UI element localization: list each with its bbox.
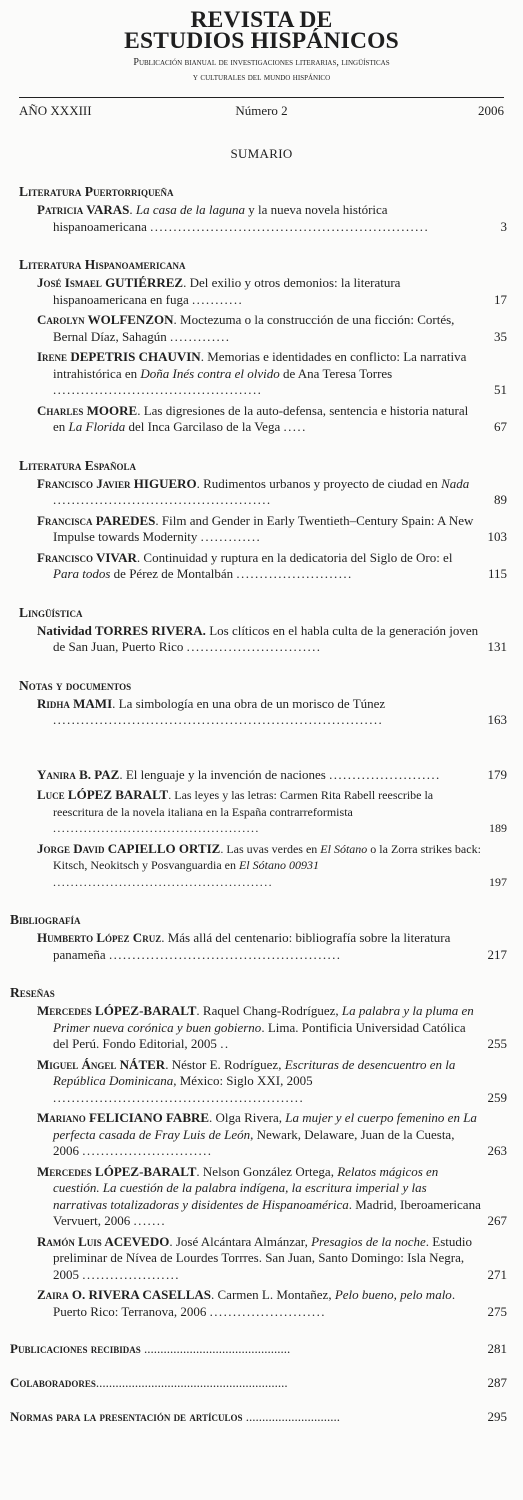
page-number: 267: [487, 1213, 507, 1228]
section-title: Notas y documentos: [19, 677, 132, 693]
entry-title: . Rudimentos urbanos y proyecto de ciudad en: [196, 475, 442, 491]
entry-title: y la nueva novela histórica hispanoamericana: [53, 202, 388, 234]
entry-title: . José Alcántara Almánzar,: [169, 1233, 312, 1249]
page-number: 259: [487, 1089, 507, 1105]
section-title: Bibliografía: [10, 912, 81, 927]
sumario-heading: SUMARIO: [230, 146, 293, 161]
entry-title: . Film and Gender in Early Twentieth–Century Spain: A New Impulse towards Modernity: [53, 512, 474, 544]
page-number: 115: [487, 566, 507, 581]
toc-entry: Charles MOORE. Las digresiones de la auto-defensa, sentencia e historia natural en La Florida del Inca Garcilaso de la Vega ..... 67: [37, 402, 507, 434]
journal-subtitle-line2: y culturales del mundo hispánico: [192, 72, 331, 83]
entry-title: . Carmen L. Montañez,: [211, 1287, 335, 1302]
author: Jorge David CAPIELLO ORTIZ: [37, 840, 221, 856]
entry-title-italic: Relatos mágicos en cuestión. La cuestión de la palabra indígena, la escritura imperial y las narrativas totalizadoras y disidentes de Hispanoamérica: [53, 1163, 439, 1212]
author: Mercedes LÓPEZ-BARALT: [37, 1003, 197, 1018]
entry-title: . Lima. Pontificia Universidad Católica del Perú. Fondo Editorial, 2005: [53, 1019, 466, 1051]
page-number: 103: [487, 529, 507, 544]
page-number: 295: [487, 1409, 507, 1424]
toc-entry: Patricia VARAS. La casa de la laguna y la nueva novela histórica hispanoamericana ............................................................ 3: [37, 202, 507, 234]
author: Francisco VIVAR: [37, 549, 137, 565]
entry-title: . Olga Rivera,: [209, 1110, 286, 1125]
entry-title: , México: Siglo XXI, 2005: [173, 1073, 313, 1088]
entry-title-italic: Para todos: [53, 566, 111, 581]
entry-title: . Néstor E. Rodríguez,: [165, 1056, 285, 1072]
section-title: Literatura Española: [19, 457, 137, 473]
author: José Ismael GUTIÉRREZ: [37, 275, 184, 290]
toc-entry: Mercedes LÓPEZ-BARALT. Raquel Chang-Rodríguez, La palabra y la pluma en Primer nueva corónica y buen gobierno. Lima. Pontificia Universidad Católica del Perú. Fondo Editorial, 2005 .. 255: [37, 1003, 507, 1051]
section-title: Reseñas: [10, 985, 55, 1000]
toc-entry: Carolyn WOLFENZON. Moctezuma o la construcción de una ficción: Cortés, Bernal Díaz, Sahagún ............. 35: [37, 312, 507, 344]
toc-entry: Ridha MAMI. La simbología en una obra de un morisco de Túnez ....................................................................... 163: [37, 695, 507, 727]
entry-title: . Las uvas verdes en: [220, 841, 321, 856]
page-number: 255: [487, 1036, 507, 1051]
issue-year: 2006: [478, 103, 505, 118]
author: Francisco Javier HIGUERO: [37, 475, 197, 491]
toc-entry-colaboradores: Colaboradores........................................................... 287: [10, 1375, 507, 1390]
entry-title: . Continuidad y ruptura en la dedicatoria del Siglo de Oro: el: [136, 549, 453, 565]
author: Irene DEPETRIS CHAUVIN: [37, 349, 201, 364]
entry-title: del Inca Garcilaso de la Vega: [125, 419, 281, 434]
section-title: Literatura Hispanoamericana: [19, 257, 186, 272]
entry-title: . Memorias e identidades en conflicto: La narrativa intrahistórica en: [53, 349, 467, 381]
entry-title-italic: La Florida: [68, 419, 126, 434]
page-number: 17: [494, 291, 507, 307]
entry-title-italic: El Sótano: [320, 841, 368, 856]
entry-title: . Del exilio y otros demonios: la literatura hispanoamericana en fuga: [53, 275, 401, 307]
entry-title: . Madrid, Iberoamericana Vervuert, 2006: [53, 1196, 481, 1228]
toc-entry: Francisca PAREDES. Film and Gender in Early Twentieth–Century Spain: A New Impulse towards Modernity ............. 103: [37, 512, 507, 544]
entry-title-italic: Escrituras de desencuentro en la República Dominicana: [53, 1056, 456, 1088]
author: Carolyn WOLFENZON: [37, 312, 174, 327]
table-of-contents: [10, 183, 507, 1426]
author: Francisca PAREDES: [37, 512, 156, 528]
author: Yanira B. PAZ: [37, 766, 120, 782]
entry-title-italic: Nada: [441, 475, 470, 491]
entry-title-italic: Doña Inés contra el olvido: [140, 365, 280, 381]
toc-entry: Mercedes LÓPEZ-BARALT. Nelson González Ortega, Relatos mágicos en cuestión. La cuestión de la palabra indígena, la escritura imperial y las narrativas totalizadoras y disidentes de Hispanoamérica. Madrid, Iberoamericana Vervuert, 2006 ....... 267: [37, 1163, 507, 1228]
author: Zaira O. RIVERA CASELLAS: [37, 1287, 211, 1302]
page-number: 281: [487, 1341, 507, 1356]
entry-title: , Newark, Delaware, Juan de la Cuesta, 2006: [53, 1126, 455, 1158]
entry-title: Los clíticos en el habla culta de la generación joven de San Juan, Puerto Rico: [53, 622, 479, 654]
author: Patricia VARAS: [37, 202, 130, 217]
entry-title-italic: El Sótano 00931: [238, 858, 319, 872]
entry-title: . La simbología en una obra de un morisco de Túnez: [112, 695, 386, 711]
entry-title-italic: La casa de la laguna: [135, 202, 245, 217]
entry-title-italic: La palabra y la pluma en Primer nueva corónica y buen gobierno: [53, 1003, 474, 1035]
toc-entry: Miguel Ángel NÁTER. Néstor E. Rodríguez, Escrituras de desencuentro en la República Dominicana, México: Siglo XXI, 2005 ...................................................... 259: [37, 1056, 507, 1105]
entry-title: . Las leyes y las letras: Carmen Rita Rabell reescribe la reescritura de la novela italiana en la España contrarreformista: [53, 788, 434, 819]
page-number: 275: [487, 1303, 507, 1319]
page-number: 131: [487, 639, 507, 654]
toc-entry: Irene DEPETRIS CHAUVIN. Memorias e identidades en conflicto: La narrativa intrahistórica en Doña Inés contra el olvido de Ana Teresa Torres ............................................. 51: [37, 349, 507, 397]
toc-entry: Ramón Luis ACEVEDO. José Alcántara Almánzar, Presagios de la noche. Estudio preliminar de Nívea de Lourdes Torrres. San Juan, Santo Domingo: Isla Negra, 2005 ..................... 271: [37, 1233, 507, 1282]
toc-entry-normas: Normas para la presentación de artículos ............................. 295: [10, 1409, 507, 1424]
toplevel-label: Normas para la presentación de artículos: [10, 1409, 243, 1424]
toc-entry: José Ismael GUTIÉRREZ. Del exilio y otros demonios: la literatura hispanoamericana en fuga ........... 17: [37, 275, 507, 307]
entry-title: . El lenguaje y la invención de naciones: [119, 766, 326, 782]
page-number: 67: [494, 419, 507, 434]
toc-entry: Zaira O. RIVERA CASELLAS. Carmen L. Montañez, Pelo bueno, pelo malo. Puerto Rico: Terranova, 2006 ......................... 275: [37, 1287, 507, 1319]
page-number: 287: [487, 1375, 507, 1390]
page-number: 3: [500, 218, 507, 234]
page-number: 35: [494, 328, 507, 344]
toc-entry: Jorge David CAPIELLO ORTIZ. Las uvas verdes en El Sótano o la Zorra strikes back: Kitsch, Neokitsch y Posvanguardia en El Sótano 00931 .................................................. 197: [37, 840, 507, 889]
toplevel-label: Colaboradores: [10, 1375, 96, 1390]
author: Luce LÓPEZ BARALT: [37, 787, 169, 802]
page-number: 89: [494, 492, 507, 507]
section-title: Literatura Puertorriqueña: [19, 184, 174, 199]
journal-subtitle-line1: Publicación bianual de investigaciones literarias, lingüísticas: [133, 57, 390, 68]
toc-entry: Francisco VIVAR. Continuidad y ruptura en la dedicatoria del Siglo de Oro: el Para todos de Pérez de Montalbán ......................... 115: [37, 549, 507, 581]
author: Ridha MAMI: [37, 695, 113, 711]
page-number: 51: [494, 382, 507, 397]
journal-title-line1: REVISTA DE: [190, 7, 333, 33]
entry-title: . Más allá del centenario: bibliografía sobre la literatura panameña: [53, 930, 451, 962]
author: Miguel Ángel NÁTER: [37, 1056, 166, 1072]
toc-entry: Mariano FELICIANO FABRE. Olga Rivera, La mujer y el cuerpo femenino en La perfecta casada de Fray Luis de León, Newark, Delaware, Juan de la Cuesta, 2006 ............................ 263: [37, 1110, 507, 1158]
entry-title: de Ana Teresa Torres: [279, 365, 393, 381]
toc-entry: Luce LÓPEZ BARALT. Las leyes y las letras: Carmen Rita Rabell reescribe la reescritura de la novela italiana en la España contrarreformista ............................................... 189: [37, 787, 507, 835]
author: Humberto López Cruz: [37, 930, 162, 945]
page-number: 189: [489, 821, 507, 835]
entry-title: . Estudio preliminar de Nívea de Lourdes Torrres. San Juan, Santo Domingo: Isla Negra, 2005: [53, 1233, 473, 1282]
entry-title: . Puerto Rico: Terranova, 2006: [53, 1287, 456, 1319]
journal-title: [0, 0, 523, 52]
toplevel-label: Publicaciones recibidas: [10, 1341, 141, 1356]
entry-title: . Moctezuma o la construcción de una ficción: Cortés, Bernal Díaz, Sahagún: [53, 312, 455, 344]
entry-title-italic: Presagios de la noche: [311, 1233, 426, 1249]
issue-number: Número 2: [235, 103, 288, 118]
toc-entry-publicaciones: Publicaciones recibidas ............................................. 281: [10, 1341, 507, 1356]
entry-title: . Raquel Chang-Rodríguez,: [196, 1003, 342, 1018]
author: Natividad TORRES RIVERA.: [37, 622, 206, 638]
entry-title: . Nelson González Ortega,: [196, 1163, 338, 1179]
author: Mercedes LÓPEZ-BARALT: [37, 1163, 197, 1179]
page-number: 163: [487, 712, 507, 727]
toc-entry: Natividad TORRES RIVERA. Los clíticos en el habla culta de la generación joven de San Juan, Puerto Rico ............................. 131: [37, 622, 507, 654]
journal-subtitle: [0, 55, 523, 85]
entry-title: de Pérez de Montalbán: [110, 566, 234, 581]
page-number: 263: [487, 1143, 507, 1158]
toc-entry: Yanira B. PAZ. El lenguaje y la invención de naciones ........................ 179: [37, 766, 507, 782]
page-number: 271: [487, 1266, 507, 1282]
entry-title-italic: La mujer y el cuerpo femenino en La perfecta casada de Fray Luis de León: [53, 1110, 477, 1142]
entry-title: . Las digresiones de la auto-defensa, sentencia e historia natural en: [53, 402, 469, 434]
journal-title-line2: ESTUDIOS HISPÁNICOS: [124, 28, 399, 54]
year-label: AÑO XXXIII: [19, 103, 92, 118]
issue-info-row: [19, 97, 504, 119]
page-number: 179: [487, 766, 507, 782]
page-number: 197: [489, 874, 507, 889]
author: Charles MOORE: [37, 402, 138, 418]
entry-title-italic: Pelo bueno, pelo malo: [334, 1287, 452, 1302]
section-title: Lingüística: [19, 604, 83, 620]
toc-entry: Humberto López Cruz. Más allá del centenario: bibliografía sobre la literatura panameña .................................................. 217: [37, 930, 507, 962]
author: Ramón Luis ACEVEDO: [37, 1233, 170, 1249]
entry-title: o la Zorra strikes back: Kitsch, Neokitsch y Posvanguardia en: [53, 841, 481, 872]
toc-entry: Francisco Javier HIGUERO. Rudimentos urbanos y proyecto de ciudad en Nada ............................................... 89: [37, 475, 507, 507]
page-number: 217: [487, 946, 507, 962]
author: Mariano FELICIANO FABRE: [37, 1110, 210, 1125]
